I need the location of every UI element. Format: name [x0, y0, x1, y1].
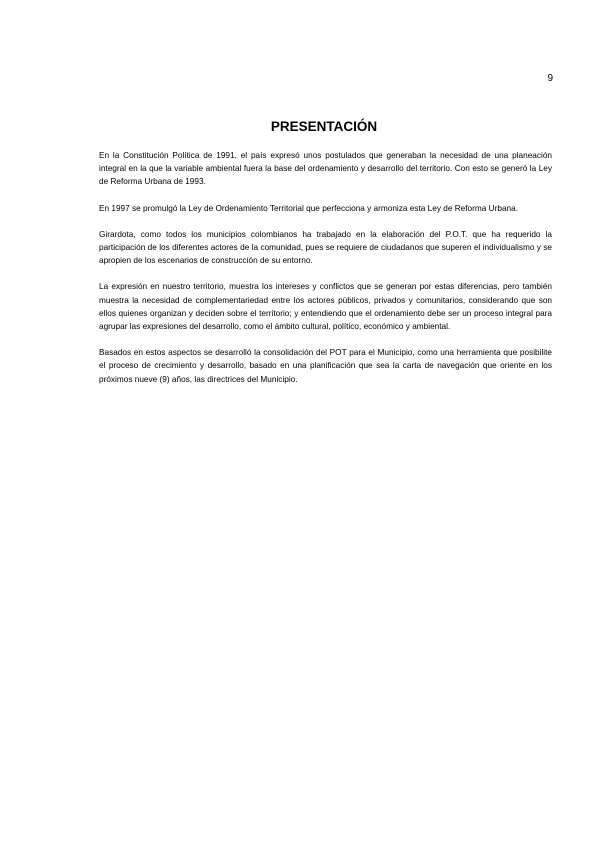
body-text: [99, 149, 552, 399]
paragraph-girardota: Girardota, como todos los municipios colombianos ha trabajado en la elaboración del P.O.T. que ha requerido la participación de los diferentes actores de la comunidad, pues se requiere de ciudadanos que superen el individualismo y se apropien de los escenarios de construcción de su entorno.: [99, 229, 552, 266]
paragraph-pot-consolidation: Basados en estos aspectos se desarrolló la consolidación del POT para el Municipio, como una herramienta que posibilite el proceso de crecimiento y desarrollo, basado en una planificación que sea la carta de navegación que oriente en los próximos nueve (9) años, las directrices del Municipio.: [99, 348, 552, 384]
page-title: PRESENTACIÓN: [270, 119, 378, 134]
paragraph-constitution: En la Constitución Política de 1991, el país expresó unos postulados que generaban la necesidad de una planeación integral en la que la variable ambiental fuera la base del ordenamiento y desarrollo del territorio. Con esto se generó la Ley de Reforma Urbana de 1993.: [99, 151, 552, 187]
paragraph-territorial-law: En 1997 se promulgó la Ley de Ordenamiento Territorial que perfecciona y armoniza esta Ley de Reforma Urbana.: [99, 203, 518, 213]
paragraph-territory-expression: La expresión en nuestro territorio, muestra los intereses y conflictos que se generan por estas diferencias, pero también muestra la necesidad de complementariedad entre los actores públicos, privados y comunitarios, considerando que son ellos quienes organizan y deciden sobre el territorio; y entendiendo que el ordenamiento debe ser un proceso integral para agrupar las expresiones del desarrollo, como el ámbito cultural, político, económico y ambiental.: [99, 282, 552, 332]
page-number: 9: [547, 73, 553, 84]
